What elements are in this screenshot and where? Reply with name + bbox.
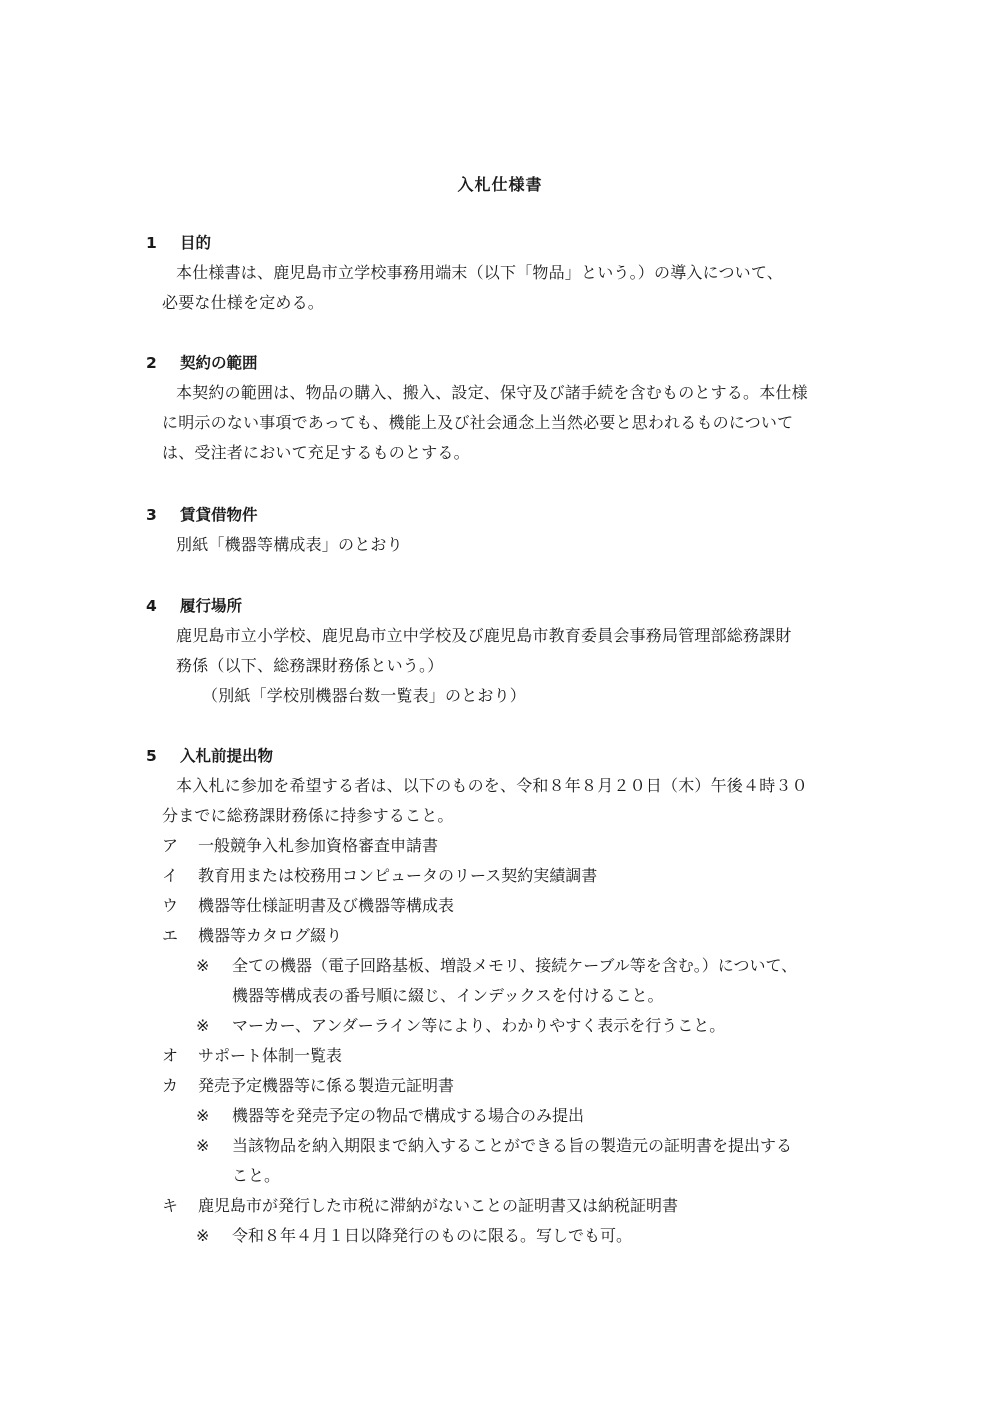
section-heading [146, 228, 866, 258]
note-text: 全ての機器（電子回路基板、増設メモリ、接続ケーブル等を含む。）について、 [232, 956, 798, 975]
note-marker: ※ [196, 956, 210, 975]
section-heading [146, 591, 866, 621]
note-marker: ※ [196, 1106, 210, 1125]
list-item [146, 1041, 866, 1071]
note-marker: ※ [196, 1226, 210, 1245]
body-line: 分までに総務課財務係に持参すること。 [162, 806, 454, 825]
section-heading [146, 741, 866, 771]
note-text: 機器等を発売予定の物品で構成する場合のみ提出 [232, 1106, 585, 1125]
note-continuation: こと。 [232, 1166, 281, 1185]
item-text: 鹿児島市が発行した市税に滞納がないことの証明書又は納税証明書 [198, 1196, 679, 1215]
body-line: は、受注者において充足するものとする。 [162, 443, 470, 462]
list-item [146, 831, 866, 861]
section-purpose [146, 228, 866, 318]
section-number: 1 [146, 234, 157, 252]
section-number: 3 [146, 506, 157, 524]
list-item [146, 861, 866, 891]
list-item [146, 1191, 866, 1221]
item-marker: カ [162, 1076, 179, 1095]
item-marker: ア [162, 836, 179, 855]
section-heading [146, 500, 866, 530]
note-continuation: 機器等構成表の番号順に綴じ、インデックスを付けること。 [232, 986, 664, 1005]
body-line: に明示のない事項であっても、機能上及び社会通念上当然必要と思われるものについて [162, 413, 794, 432]
list-item [146, 891, 866, 921]
note-text: 当該物品を納入期限まで納入することができる旨の製造元の証明書を提出する [232, 1136, 793, 1155]
section-submissions [146, 741, 866, 1251]
item-marker: イ [162, 866, 179, 885]
document-title: 入札仕様書 [457, 175, 543, 194]
item-marker: キ [162, 1196, 179, 1215]
body-line: 必要な仕様を定める。 [162, 293, 325, 312]
section-lease-items [146, 500, 866, 560]
note-marker: ※ [196, 1136, 210, 1155]
note-text: 令和８年４月１日以降発行のものに限る。写しでも可。 [232, 1226, 633, 1245]
section-scope [146, 348, 866, 468]
note-item [146, 951, 866, 981]
body-line: 本契約の範囲は、物品の購入、搬入、設定、保守及び諸手続を含むものとする。本仕様 [176, 383, 808, 402]
section-number: 2 [146, 354, 157, 372]
item-marker: エ [162, 926, 179, 945]
note-text: マーカー、アンダーライン等により、わかりやすく表示を行うこと。 [232, 1016, 726, 1035]
note-item [146, 1131, 866, 1161]
body-line: （別紙「学校別機器台数一覧表」のとおり） [202, 686, 527, 705]
item-marker: ウ [162, 896, 179, 915]
item-text: 一般競争入札参加資格審査申請書 [198, 836, 439, 855]
section-heading [146, 348, 866, 378]
body-line: 鹿児島市立小学校、鹿児島市立中学校及び鹿児島市教育委員会事務局管理部総務課財 [176, 626, 792, 645]
item-text: 発売予定機器等に係る製造元証明書 [198, 1076, 455, 1095]
list-item [146, 921, 866, 951]
item-marker: オ [162, 1046, 179, 1065]
section-number: 4 [146, 597, 157, 615]
note-item [146, 1221, 866, 1251]
body-line: 本仕様書は、鹿児島市立学校事務用端末（以下「物品」という。）の導入について、 [176, 263, 783, 282]
item-text: 機器等カタログ綴り [198, 926, 343, 945]
section-title: 履行場所 [180, 597, 243, 615]
section-title: 目的 [180, 234, 212, 252]
list-item [146, 1071, 866, 1101]
section-title: 契約の範囲 [180, 354, 258, 372]
body-line: 務係（以下、総務課財務係という。） [176, 656, 444, 675]
section-location [146, 591, 866, 711]
note-item [146, 1101, 866, 1131]
item-text: 教育用または校務用コンピュータのリース契約実績調書 [198, 866, 598, 885]
section-number: 5 [146, 747, 157, 765]
item-text: サポート体制一覧表 [198, 1046, 343, 1065]
body-line: 本入札に参加を希望する者は、以下のものを、令和８年８月２０日（木）午後４時３０ [176, 776, 808, 795]
body-line: 別紙「機器等構成表」のとおり [176, 535, 403, 554]
item-text: 機器等仕様証明書及び機器等構成表 [198, 896, 455, 915]
section-title: 賃貸借物件 [180, 506, 258, 524]
note-item [146, 1011, 866, 1041]
section-title: 入札前提出物 [180, 747, 274, 765]
note-marker: ※ [196, 1016, 210, 1035]
